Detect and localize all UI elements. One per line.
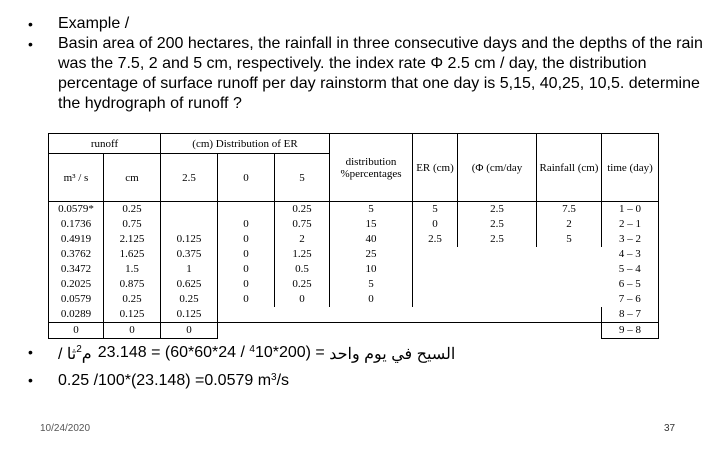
bullet-dot: • — [28, 344, 33, 360]
cell-er-5: 2 — [275, 232, 330, 247]
cell-er-5: 0.25 — [275, 277, 330, 292]
cell-phi — [458, 292, 537, 307]
cell-percent: 25 — [330, 247, 413, 262]
cell-er — [413, 262, 458, 277]
formula-exponent-2: 2 — [76, 344, 82, 355]
cell-er-0: 0 — [218, 247, 275, 262]
cell-cm: 0.125 — [104, 307, 161, 323]
table-row — [49, 202, 659, 218]
cell-phi — [458, 307, 537, 323]
cell-m3s: 0.4919 — [49, 232, 104, 247]
cell-phi: 2.5 — [458, 217, 537, 232]
cell-phi: 2.5 — [458, 202, 537, 218]
header-er-2-5: 2.5 — [161, 154, 218, 202]
bullet-list — [28, 14, 708, 114]
bullet-dot: • — [28, 36, 33, 52]
cell-er-5: 1.25 — [275, 247, 330, 262]
cell-cm: 0.875 — [104, 277, 161, 292]
cell-time: 5 – 4 — [602, 262, 659, 277]
cell-cm: 0 — [104, 323, 161, 339]
cell-er-5: 0 — [275, 292, 330, 307]
cell-er: 5 — [413, 202, 458, 218]
cell-rainfall: 5 — [537, 232, 602, 247]
header-time: time (day) — [602, 134, 659, 202]
cell-rainfall — [537, 323, 602, 339]
formula-daily-runoff — [28, 344, 708, 364]
table-row — [49, 323, 659, 339]
cell-er-5: 0.25 — [275, 202, 330, 218]
cell-percent — [330, 323, 413, 339]
table-row — [49, 262, 659, 277]
cell-cm: 0.75 — [104, 217, 161, 232]
cell-time: 4 – 3 — [602, 247, 659, 262]
cell-er — [413, 292, 458, 307]
cell-er-0 — [218, 323, 275, 339]
cell-er-2-5: 0.25 — [161, 292, 218, 307]
cell-er — [413, 323, 458, 339]
table-row — [49, 277, 659, 292]
cell-er-5 — [275, 323, 330, 339]
formula-arabic-label: السيح في يوم واحد — [329, 346, 456, 363]
cell-time: 8 – 7 — [602, 307, 659, 323]
cell-rainfall: 7.5 — [537, 202, 602, 218]
header-phi: (Φ (cm/day — [458, 134, 537, 202]
formula2-tail: /s — [276, 372, 290, 389]
cell-cm: 1.5 — [104, 262, 161, 277]
cell-er-2-5: 1 — [161, 262, 218, 277]
cell-er-2-5 — [161, 217, 218, 232]
cell-m3s: 0.3762 — [49, 247, 104, 262]
cell-percent: 0 — [330, 292, 413, 307]
cell-er — [413, 277, 458, 292]
cell-er-0: 0 — [218, 262, 275, 277]
cell-er-0 — [218, 307, 275, 323]
footer-date: 10/24/2020 — [40, 423, 91, 434]
cell-m3s: 0.2025 — [49, 277, 104, 292]
formula-tail: 10*200) = — [254, 344, 330, 361]
table-group-header-row — [49, 134, 659, 154]
cell-time: 9 – 8 — [602, 323, 659, 339]
header-er-0: 0 — [218, 154, 275, 202]
formula-main: 23.148 = (60*60*24 / — [97, 344, 250, 361]
cell-rainfall — [537, 277, 602, 292]
cell-er-0: 0 — [218, 217, 275, 232]
cell-cm: 0.25 — [104, 292, 161, 307]
table-row — [49, 292, 659, 307]
cell-cm: 1.625 — [104, 247, 161, 262]
formula-exponent-4: 4 — [249, 344, 255, 355]
cell-m3s: 0.1736 — [49, 217, 104, 232]
cell-phi — [458, 277, 537, 292]
header-runoff-group: runoff — [49, 134, 161, 154]
hydrograph-table — [48, 133, 659, 339]
table-row — [49, 307, 659, 323]
bullet-text: Basin area of 200 hectares, the rainfall in three consecutive days and the depths of the rain was the 7.5, 2 and 5 cm, respectively. the index rate Φ 2.5 cm / day, the distribution percentage of surface runoff per day rainstorm that one day is 5,15, 40,25, 10,5. determine the hydrograph of runoff ? — [58, 35, 703, 112]
cell-rainfall: 2 — [537, 217, 602, 232]
cell-er-2-5: 0.625 — [161, 277, 218, 292]
cell-rainfall — [537, 292, 602, 307]
cell-er-2-5: 0 — [161, 323, 218, 339]
cell-er-5: 0.75 — [275, 217, 330, 232]
formula2-main: 0.25 /100*(23.148) =0.0579 m — [58, 372, 272, 389]
cell-rainfall — [537, 247, 602, 262]
cell-m3s: 0.0579 — [49, 292, 104, 307]
cell-time: 1 – 0 — [602, 202, 659, 218]
table-row — [49, 217, 659, 232]
header-rainfall: Rainfall (cm) — [537, 134, 602, 202]
cell-percent: 40 — [330, 232, 413, 247]
cell-percent: 10 — [330, 262, 413, 277]
table-row — [49, 247, 659, 262]
formula-arabic-unit: م — [81, 346, 92, 363]
header-distribution-group: (cm) Distribution of ER — [161, 134, 330, 154]
cell-er-0: 0 — [218, 232, 275, 247]
cell-er-2-5: 0.125 — [161, 232, 218, 247]
cell-time: 3 – 2 — [602, 232, 659, 247]
cell-phi — [458, 262, 537, 277]
cell-er-5 — [275, 307, 330, 323]
cell-er: 2.5 — [413, 232, 458, 247]
header-er: ER (cm) — [413, 134, 458, 202]
cell-percent: 5 — [330, 202, 413, 218]
formula-discharge — [28, 372, 289, 390]
cell-m3s: 0 — [49, 323, 104, 339]
cell-er-2-5: 0.125 — [161, 307, 218, 323]
cell-er-5: 0.5 — [275, 262, 330, 277]
cell-er-0 — [218, 202, 275, 218]
cell-m3s: 0.3472 — [49, 262, 104, 277]
cell-cm: 0.25 — [104, 202, 161, 218]
bullet-problem — [28, 34, 708, 114]
cell-rainfall — [537, 262, 602, 277]
cell-time: 7 – 6 — [602, 292, 659, 307]
bullet-example — [28, 14, 708, 34]
cell-percent: 15 — [330, 217, 413, 232]
cell-phi — [458, 247, 537, 262]
cell-m3s: 0.0579* — [49, 202, 104, 218]
cell-phi: 2.5 — [458, 232, 537, 247]
header-cm: cm — [104, 154, 161, 202]
header-er-5: 5 — [275, 154, 330, 202]
cell-er-2-5: 0.375 — [161, 247, 218, 262]
cell-m3s: 0.0289 — [49, 307, 104, 323]
cell-er — [413, 247, 458, 262]
bullet-text: Example / — [58, 15, 130, 32]
cell-er: 0 — [413, 217, 458, 232]
cell-er-0: 0 — [218, 292, 275, 307]
cell-time: 6 – 5 — [602, 277, 659, 292]
formula2-exponent-3: 3 — [271, 372, 277, 383]
cell-percent: 5 — [330, 277, 413, 292]
header-m3s: m³ / s — [49, 154, 104, 202]
cell-rainfall — [537, 307, 602, 323]
cell-time: 2 – 1 — [602, 217, 659, 232]
page-number: 37 — [664, 423, 676, 434]
formula-arabic-sec: / ثا — [58, 346, 77, 363]
table-row — [49, 232, 659, 247]
cell-percent — [330, 307, 413, 323]
cell-er-0: 0 — [218, 277, 275, 292]
bullet-dot: • — [28, 16, 33, 32]
cell-phi — [458, 323, 537, 339]
cell-er — [413, 307, 458, 323]
cell-cm: 2.125 — [104, 232, 161, 247]
cell-er-2-5 — [161, 202, 218, 218]
header-distribution-percent: distribution %percentages — [330, 134, 413, 202]
bullet-dot: • — [28, 372, 33, 388]
